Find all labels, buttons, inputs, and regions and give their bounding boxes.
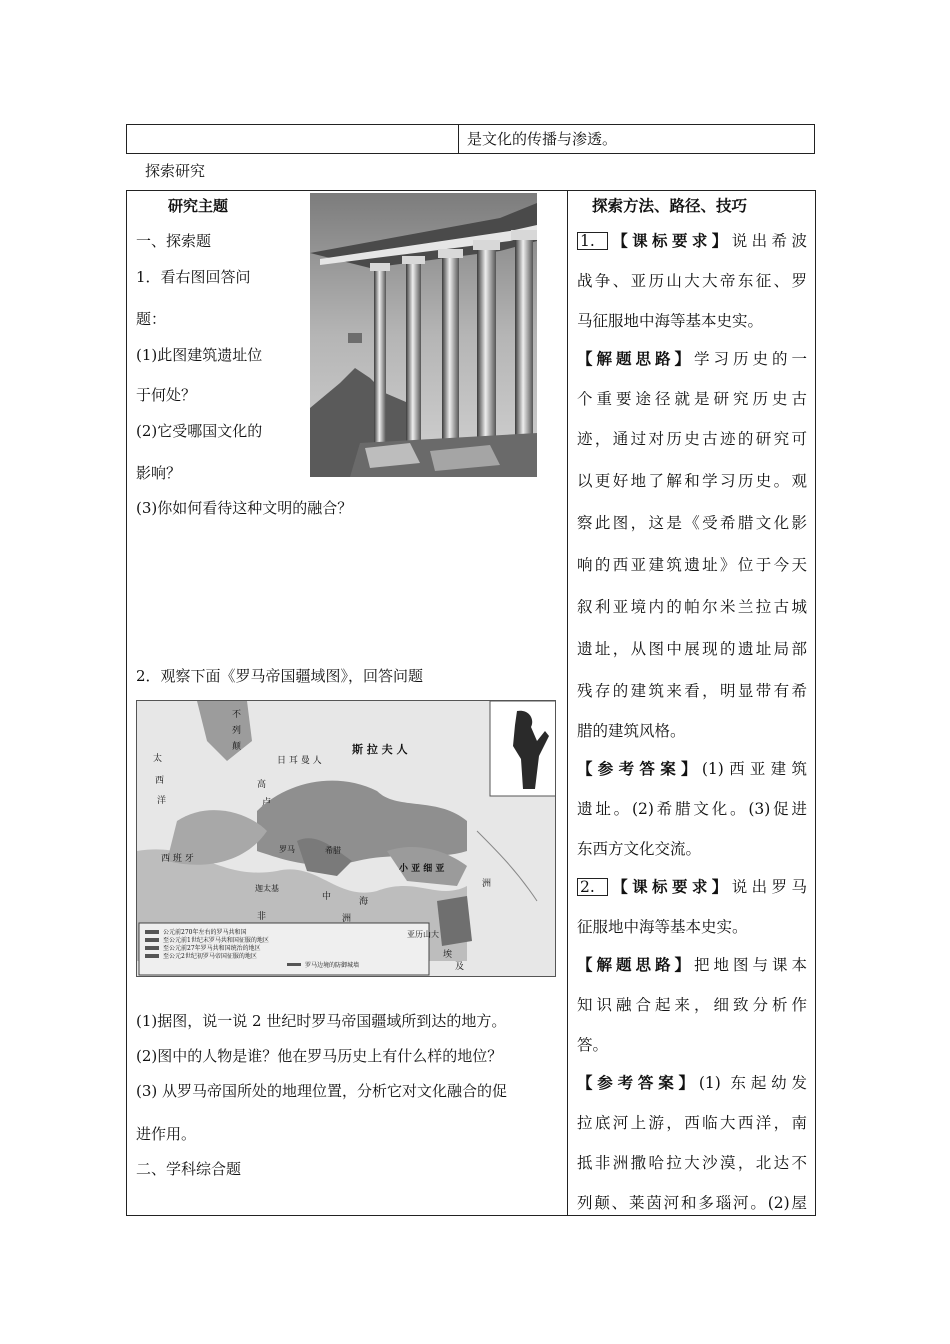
map-label-germans: 日 耳 曼 人 (277, 756, 322, 766)
answer-block-4-line: 2. 【课标要求】说出罗马 (577, 878, 807, 896)
answer-block-2-line: 【解题思路】学习历史的一 (577, 350, 807, 368)
answer-block-3-line: 遗址。(2)希腊文化。(3)促进 (577, 800, 807, 818)
map-legend-item: 罗马边境的防御城墙 (305, 962, 360, 969)
column-divider (567, 191, 568, 1215)
answer-block-5-line: 【解题思路】把地图与课本 (577, 956, 807, 974)
map-label-spain: 西 班 牙 (161, 854, 194, 864)
map-legend-item: 至公元前27年罗马共和国统治的地区 (163, 945, 261, 952)
map-label-egypt-1: 埃 (443, 950, 453, 960)
answer-block-2-line: 腊的建筑风格。 (577, 722, 686, 740)
answer-block-1-line: 马征服地中海等基本史实。 (577, 312, 764, 330)
answer-block-6-line: 列颠、莱茵河和多瑙河。(2)屋 (577, 1194, 807, 1212)
map-label-alexandria: 亚历山大 (407, 930, 439, 939)
roman-empire-map (136, 700, 556, 977)
map-label-greece: 希腊 (325, 846, 341, 855)
tag-approach: 【解题思路】 (577, 350, 694, 368)
map-legend-item: 至公元前1世纪末罗马共和国征服的地区 (163, 937, 269, 944)
question-1-sub-1: 于何处？ (136, 386, 197, 404)
map-legend-item: 公元前270年左右的罗马共和国 (163, 929, 247, 936)
question-2-sub-1: (1)据图，说一说 2 世纪时罗马帝国疆域所到达的地方。 (136, 1012, 507, 1030)
tag-curriculum: 【课标要求】 (607, 232, 732, 250)
map-label-britain-3: 颠 (232, 742, 242, 752)
map-label-mediterranean-2: 海 (359, 897, 369, 907)
map-label-gaul-2: 卢 (262, 798, 272, 808)
answer-block-1-line: 战争、亚历山大大帝东征、罗 (577, 272, 807, 290)
question-2-sub-3: (3) 从罗马帝国所处的地理位置，分析它对文化融合的促 (136, 1082, 508, 1100)
question-2-sub-3: 进作用。 (136, 1125, 197, 1143)
answer-block-2-line: 遗址，从图中展现的遗址局部 (577, 640, 807, 658)
answer-block-2-line: 察此图，这是《受希腊文化影 (577, 514, 807, 532)
right-column-header: 探索方法、路径、技巧 (592, 197, 748, 215)
tag-answer: 【参考答案】 (577, 1074, 699, 1092)
tag-approach: 【解题思路】 (577, 956, 694, 974)
question-1-sub-3: (3)你如何看待这种文明的融合？ (136, 499, 353, 517)
answer-block-5-line: 知识融合起来，细致分析作 (577, 996, 807, 1014)
map-label-asia-minor: 小 亚 细 亚 (399, 864, 445, 874)
question-number-box: 2. (577, 878, 608, 896)
tag-answer: 【参考答案】 (577, 760, 702, 778)
map-label-mediterranean-1: 中 (322, 892, 332, 902)
question-1-line: 题： (136, 310, 167, 328)
answer-block-6-line: 抵非洲撒哈拉大沙漠，北达不 (577, 1154, 807, 1172)
question-number-box: 1. (577, 232, 608, 250)
left-column-header: 研究主题 (168, 197, 229, 215)
map-label-carthage: 迦太基 (255, 884, 279, 893)
question-2-sub-2: (2)图中的人物是谁？他在罗马历史上有什么样的地位？ (136, 1047, 503, 1065)
map-label-egypt-2: 及 (455, 962, 465, 972)
map-label-gaul-1: 高 (257, 780, 267, 790)
map-label-britain-1: 不 (232, 710, 242, 720)
answer-block-4-line: 征服地中海等基本史实。 (577, 918, 748, 936)
ruins-photo (310, 193, 537, 477)
answer-block-2-line: 以更好地了解和学习历史。观 (577, 472, 807, 490)
answer-block-2-line: 残存的建筑来看，明显带有希 (577, 682, 807, 700)
tag-curriculum: 【课标要求】 (607, 878, 732, 896)
map-label-africa-1: 非 (257, 912, 267, 922)
part1-heading: 一、探索题 (136, 232, 212, 250)
question-1-sub-1: (1)此图建筑遗址位 (136, 346, 263, 364)
question-1-sub-2: (2)它受哪国文化的 (136, 422, 263, 440)
map-label-slavs: 斯 拉 夫 人 (352, 743, 408, 756)
answer-block-6-line: 【参考答案】(1) 东起幼发 (577, 1074, 807, 1092)
map-label-britain-2: 列 (232, 726, 242, 736)
top-table (126, 124, 815, 154)
map-label-africa-2: 洲 (342, 914, 352, 924)
question-2-intro: 2．观察下面《罗马帝国疆域图》，回答问题 (136, 667, 424, 685)
question-1-sub-2: 影响？ (136, 464, 182, 482)
section-title: 探索研究 (145, 162, 206, 180)
answer-block-2-line: 叙利亚境内的帕尔米兰拉古城 (577, 598, 807, 616)
part2-heading: 二、学科综合题 (136, 1160, 242, 1178)
answer-block-2-line: 响的西亚建筑遗址》位于今天 (577, 556, 807, 574)
answer-block-3-line: 东西方文化交流。 (577, 840, 702, 858)
map-legend-item: 至公元2世纪初罗马帝国征服的地区 (163, 953, 257, 960)
map-label-atlantic-1: 太 (153, 754, 163, 764)
map-label-asia: 洲 (482, 879, 492, 889)
map-label-rome: 罗马 (279, 845, 295, 854)
map-label-atlantic-3: 洋 (157, 796, 167, 806)
answer-block-6-line: 拉底河上游，西临大西洋，南 (577, 1114, 807, 1132)
table-cell-text: 是文化的传播与渗透。 (467, 130, 618, 148)
colonnade-ruins-image (310, 193, 537, 477)
answer-block-2-line: 个重要途径就是研究历史古 (577, 390, 807, 408)
question-1-line: 1．看右图回答问 (136, 268, 251, 286)
map-label-atlantic-2: 西 (155, 776, 165, 786)
table-divider (458, 125, 459, 153)
answer-block-2-line: 迹，通过对历史古迹的研究可 (577, 430, 807, 448)
answer-block-5-line: 答。 (577, 1036, 609, 1054)
answer-block-1-line: 1. 【课标要求】说出希波 (577, 232, 807, 250)
answer-block-3-line: 【参考答案】(1)西亚建筑 (577, 760, 807, 778)
